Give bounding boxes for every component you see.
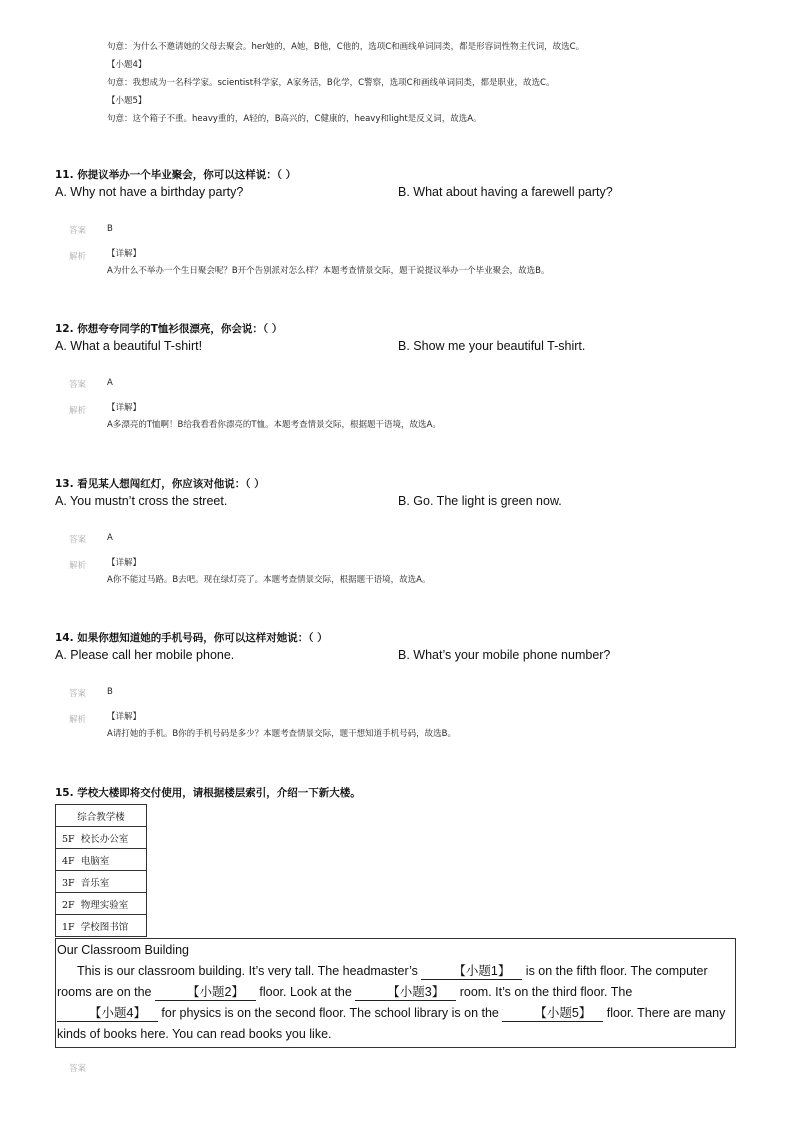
- table-heading: 综合教学楼: [56, 805, 147, 827]
- floor-cell: [56, 893, 147, 915]
- table-row: [56, 893, 147, 915]
- floor-number: 5F: [62, 833, 75, 845]
- analysis-label: 解析: [69, 561, 87, 571]
- floor-room: 校长办公室: [80, 833, 129, 845]
- detail-text: A你不能过马路。B去吧。现在绿灯亮了。本题考查情景交际，根据题干语境，故选A。: [107, 575, 431, 585]
- option-b: B. Show me your beautiful T-shirt.: [398, 339, 586, 353]
- answer-label: 答案: [69, 535, 87, 545]
- subquestion-label: 【小题5】: [107, 96, 147, 106]
- option-b: B. What about having a farewell party?: [398, 185, 613, 199]
- options: [55, 339, 755, 361]
- passage-segment: floor. Look at the: [255, 985, 356, 999]
- answer-value: A: [107, 533, 113, 543]
- passage-box: [55, 938, 736, 1048]
- option-a: A. What a beautiful T-shirt!: [55, 339, 203, 353]
- floor-cell: [56, 827, 147, 849]
- floor-cell: [56, 915, 147, 937]
- options: [55, 185, 755, 207]
- explanation-line: 句意：我想成为一名科学家。scientist科学家，A家务活，B化学，C警察，选项C和画线单词同类，都是职业，故选C。: [107, 78, 555, 88]
- floor-room: 音乐室: [80, 877, 110, 889]
- passage-segment: floor. There are many kinds of books here. You can read books you like.: [57, 1006, 726, 1041]
- floor-room: 学校图书馆: [80, 921, 129, 933]
- detail-heading: 【详解】: [107, 712, 142, 722]
- blank-5: 【小题5】: [502, 1005, 603, 1022]
- blank-1: 【小题1】: [421, 963, 522, 980]
- floor-room: 物理实验室: [80, 899, 129, 911]
- question-title: 14. 如果你想知道她的手机号码，你可以这样对她说：（ ）: [55, 632, 328, 644]
- question-13: [55, 474, 755, 585]
- analysis-label: 解析: [69, 252, 87, 262]
- detail-heading: 【详解】: [107, 558, 142, 568]
- explanation-line: 句意：这个箱子不重。heavy重的，A轻的，B高兴的，C健康的，heavy和light是反义词，故选A。: [107, 114, 482, 124]
- answer-label: 答案: [69, 226, 87, 236]
- detail-heading: 【详解】: [107, 403, 142, 413]
- passage-segment: room. It’s on the third floor. The: [456, 985, 633, 999]
- question-11: [55, 165, 755, 276]
- analysis-label: 解析: [69, 715, 87, 725]
- option-b: B. Go. The light is green now.: [398, 494, 562, 508]
- detail-heading: 【详解】: [107, 249, 142, 259]
- analysis-label: 解析: [69, 406, 87, 416]
- detail-text: A多漂亮的T恤啊！B给我看看你漂亮的T恤。本题考查情景交际，根据题干语境，故选A。: [107, 420, 441, 430]
- passage-title: Our Classroom Building: [57, 943, 189, 957]
- question-15: [55, 783, 755, 803]
- floor-index-table: [55, 804, 147, 937]
- option-b: B. What’s your mobile phone number?: [398, 648, 611, 662]
- answer-label: 答案: [69, 1064, 87, 1074]
- blank-4: 【小题4】: [57, 1005, 158, 1022]
- table-row: [56, 871, 147, 893]
- question-14: [55, 628, 755, 739]
- question-12: [55, 319, 755, 430]
- floor-cell: [56, 871, 147, 893]
- options: [55, 494, 755, 516]
- floor-room: 电脑室: [80, 855, 110, 867]
- passage-segment: is on the fifth floor. The computer rooms are on the: [57, 964, 708, 999]
- floor-number: 4F: [62, 855, 75, 867]
- analysis-detail: [107, 246, 549, 280]
- table-row: [56, 827, 147, 849]
- answer-value: B: [107, 687, 113, 697]
- answer-label: 答案: [69, 689, 87, 699]
- answer-label: 答案: [69, 380, 87, 390]
- passage-text: [57, 961, 735, 1045]
- option-a: A. Please call her mobile phone.: [55, 648, 235, 662]
- answer-value: A: [107, 378, 113, 388]
- floor-number: 1F: [62, 921, 75, 933]
- answer-value: B: [107, 224, 113, 234]
- detail-text: A为什么不举办一个生日聚会呢？B开个告别派对怎么样？本题考查情景交际，题干说提议举办一个毕业聚会，故选B。: [107, 266, 550, 276]
- table-row: [56, 849, 147, 871]
- blank-2: 【小题2】: [155, 984, 256, 1001]
- floor-cell: [56, 849, 147, 871]
- question-title: 13. 看见某人想闯红灯，你应该对他说：（ ）: [55, 478, 265, 490]
- passage-segment: This is our classroom building. It’s very tall. The headmaster’s: [77, 964, 422, 978]
- explanation-line: 句意：为什么不邀请她的父母去聚会。her她的，A她，B他，C他的，选项C和画线单词同类，都是形容词性物主代词，故选C。: [107, 42, 585, 52]
- option-a: A. You mustn’t cross the street.: [55, 494, 228, 508]
- table-row: [56, 915, 147, 937]
- analysis-detail: [107, 709, 456, 743]
- option-a: A. Why not have a birthday party?: [55, 185, 244, 199]
- analysis-detail: [107, 555, 430, 589]
- question-title: 12. 你想夸夸同学的T恤衫很漂亮，你会说：（ ）: [55, 323, 283, 335]
- subquestion-label: 【小题4】: [107, 60, 147, 70]
- options: [55, 648, 755, 670]
- passage-segment: for physics is on the second floor. The school library is on the: [157, 1006, 503, 1020]
- floor-number: 3F: [62, 877, 75, 889]
- question-title: 15. 学校大楼即将交付使用，请根据楼层索引，介绍一下新大楼。: [55, 787, 361, 799]
- table-row: [56, 805, 147, 827]
- analysis-detail: [107, 400, 441, 434]
- question-title: 11. 你提议举办一个毕业聚会，你可以这样说：（ ）: [55, 169, 297, 181]
- floor-number: 2F: [62, 899, 75, 911]
- detail-text: A请打她的手机。B你的手机号码是多少？本题考查情景交际，题干想知道手机号码，故选B。: [107, 729, 456, 739]
- blank-3: 【小题3】: [355, 984, 456, 1001]
- previous-explanations: [107, 38, 584, 128]
